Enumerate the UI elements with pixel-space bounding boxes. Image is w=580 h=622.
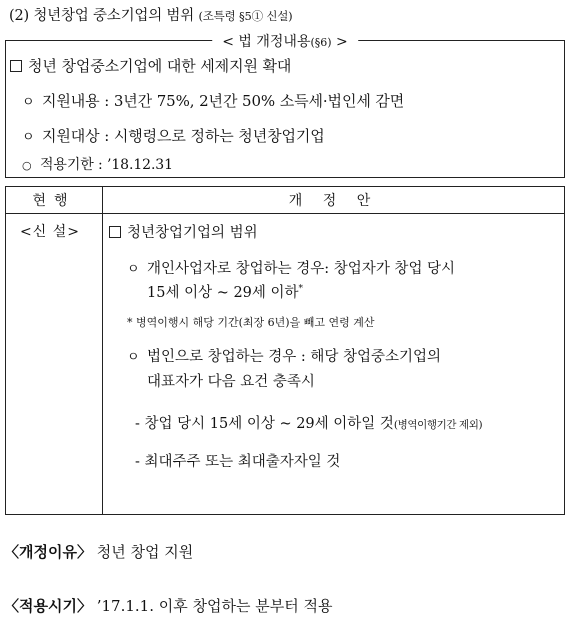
bullet-icon: ㅇ — [22, 130, 35, 145]
amendment-reason-label: 〈개정이유〉 — [4, 543, 92, 561]
revised-title-line — [109, 221, 258, 242]
corporation-text: 법인으로 창업하는 경우 : 해당 창업중소기업의 — [147, 349, 442, 365]
current-cell-text: <신 설> — [20, 224, 80, 240]
age-requirement-text: - 창업 당시 15세 이상 ~ 29세 이하일 것 — [135, 416, 394, 432]
shareholder-requirement-line: - 최대주주 또는 최대출자자일 것 — [135, 454, 341, 470]
military-exclusion-note: (병역이행기간 제외) — [393, 419, 483, 431]
summary-line-main-text: 청년 창업중소기업에 대한 세제지원 확대 — [28, 57, 292, 75]
bullet-icon: ㅇ — [127, 262, 140, 277]
summary-line-main — [10, 55, 291, 76]
current-cell — [6, 214, 103, 515]
summary-line-deadline-text: 적용기한 : ’18.12.31 — [40, 157, 173, 173]
section-heading-reference: (조특령 §5① 신설) — [198, 9, 293, 23]
age-range-text: 15세 이상 ~ 29세 이하 — [147, 285, 299, 301]
amendment-reason-text: 청년 창업 지원 — [91, 543, 194, 561]
footnote-star: * — [298, 284, 304, 295]
bullet-icon: ㅇ — [127, 350, 140, 365]
summary-line-support-target-text: 지원대상 : 시행령으로 정하는 청년창업기업 — [42, 127, 325, 145]
table-row — [6, 214, 565, 515]
checkbox-square-icon — [10, 60, 22, 72]
header-current: 현행 — [6, 187, 103, 214]
section-heading-text: (2) 청년창업 중소기업의 범위 — [9, 8, 195, 24]
revised-cell — [103, 214, 565, 515]
header-revised: 개 정 안 — [103, 187, 565, 214]
law-amendment-summary-box — [5, 34, 565, 178]
corporation-line — [127, 345, 441, 366]
summary-box-title-text: < 법 개정내용 — [222, 34, 311, 50]
summary-line-support-content — [22, 90, 404, 111]
comparison-table — [5, 186, 565, 515]
summary-box-title-end: > — [331, 34, 348, 50]
small-bullet-icon: ○ — [22, 159, 32, 172]
bullet-icon: ㅇ — [22, 95, 35, 110]
checkbox-square-icon — [109, 226, 121, 238]
summary-line-support-content-text: 지원내용 : 3년간 75%, 2년간 50% 소득세·법인세 감면 — [42, 92, 405, 110]
application-date-label: 〈적용시기〉 — [4, 597, 92, 615]
individual-business-text: 개인사업자로 창업하는 경우: 창업자가 창업 당시 — [147, 261, 456, 277]
age-range-line — [147, 281, 303, 302]
age-requirement-line — [135, 412, 482, 433]
representative-line: 대표자가 다음 요건 충족시 — [147, 374, 315, 390]
section-heading — [9, 4, 292, 25]
summary-line-deadline — [22, 154, 173, 174]
summary-line-support-target — [22, 125, 325, 146]
military-footnote: * 병역이행시 해당 기간(최장 6년)을 빼고 연령 계산 — [127, 316, 375, 329]
amendment-reason — [4, 541, 193, 562]
summary-box-title — [212, 31, 358, 51]
application-date-text: ’17.1.1. 이후 창업하는 분부터 적용 — [91, 597, 333, 615]
table-header-row — [6, 187, 565, 214]
application-date — [4, 595, 332, 616]
summary-box-title-ref: (§6) — [310, 36, 332, 49]
individual-business-line — [127, 257, 455, 278]
revised-title-text: 청년창업기업의 범위 — [127, 225, 258, 241]
